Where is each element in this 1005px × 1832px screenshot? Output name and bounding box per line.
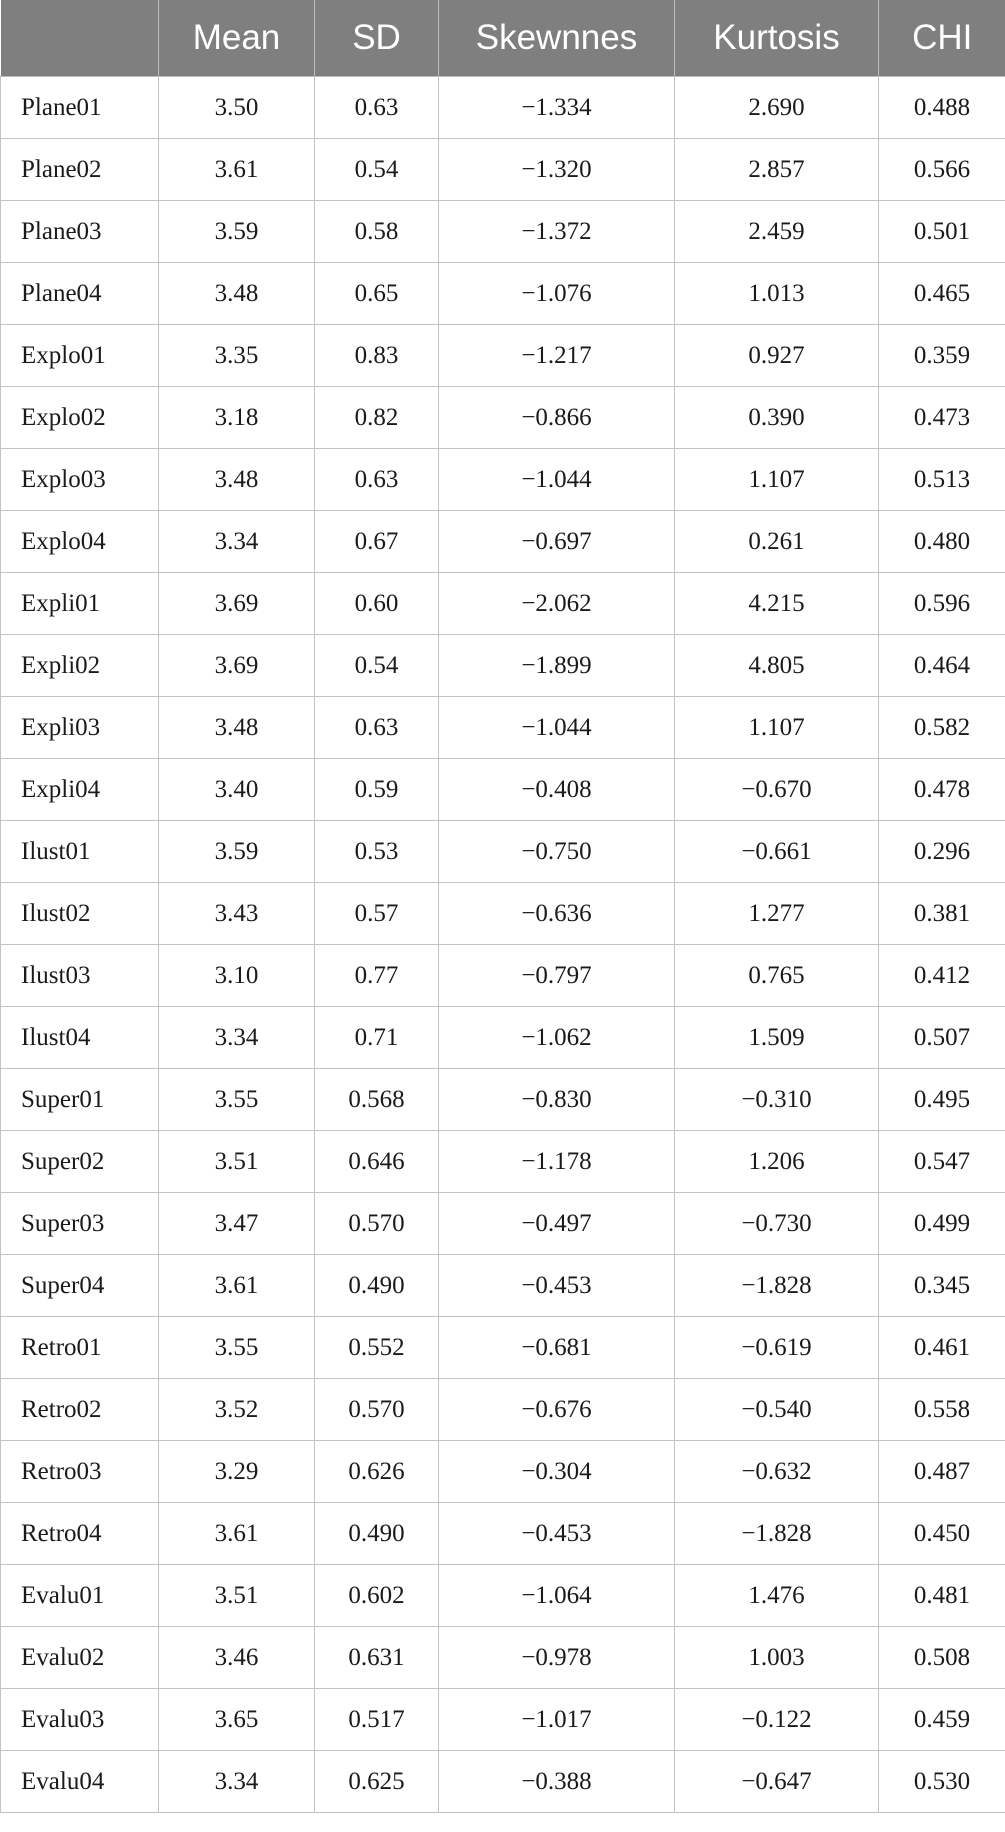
sd-cell: 0.59 [315, 759, 439, 821]
chi-cell: 0.459 [879, 1689, 1005, 1751]
table-row [1, 77, 1005, 139]
sd-cell: 0.602 [315, 1565, 439, 1627]
mean-cell: 3.61 [159, 1255, 315, 1317]
mean-cell: 3.52 [159, 1379, 315, 1441]
skewness-cell: −0.408 [439, 759, 675, 821]
kurtosis-cell: 1.003 [675, 1627, 879, 1689]
sd-cell: 0.77 [315, 945, 439, 1007]
item-cell: Expli03 [1, 697, 159, 759]
chi-cell: 0.478 [879, 759, 1005, 821]
table-row [1, 945, 1005, 1007]
skewness-cell: −1.044 [439, 449, 675, 511]
skewness-cell: −1.320 [439, 139, 675, 201]
chi-cell: 0.481 [879, 1565, 1005, 1627]
skewness-cell: −0.750 [439, 821, 675, 883]
sd-cell: 0.63 [315, 77, 439, 139]
mean-cell: 3.61 [159, 139, 315, 201]
mean-cell: 3.18 [159, 387, 315, 449]
kurtosis-cell: 0.927 [675, 325, 879, 387]
item-cell: Retro02 [1, 1379, 159, 1441]
sd-cell: 0.490 [315, 1503, 439, 1565]
table-row [1, 1255, 1005, 1317]
item-cell: Expli04 [1, 759, 159, 821]
mean-cell: 3.46 [159, 1627, 315, 1689]
mean-cell: 3.29 [159, 1441, 315, 1503]
chi-cell: 0.412 [879, 945, 1005, 1007]
kurtosis-cell: 1.277 [675, 883, 879, 945]
header-sd: SD [315, 0, 439, 77]
table-row [1, 1503, 1005, 1565]
mean-cell: 3.34 [159, 511, 315, 573]
sd-cell: 0.568 [315, 1069, 439, 1131]
kurtosis-cell: 2.690 [675, 77, 879, 139]
kurtosis-cell: 2.857 [675, 139, 879, 201]
kurtosis-cell: −0.310 [675, 1069, 879, 1131]
kurtosis-cell: −0.670 [675, 759, 879, 821]
table-row [1, 573, 1005, 635]
kurtosis-cell: 1.206 [675, 1131, 879, 1193]
kurtosis-cell: 1.013 [675, 263, 879, 325]
mean-cell: 3.69 [159, 635, 315, 697]
mean-cell: 3.50 [159, 77, 315, 139]
skewness-cell: −0.697 [439, 511, 675, 573]
chi-cell: 0.596 [879, 573, 1005, 635]
mean-cell: 3.51 [159, 1565, 315, 1627]
sd-cell: 0.57 [315, 883, 439, 945]
skewness-cell: −0.388 [439, 1751, 675, 1813]
kurtosis-cell: −1.828 [675, 1503, 879, 1565]
table-body [1, 77, 1005, 1813]
mean-cell: 3.51 [159, 1131, 315, 1193]
sd-cell: 0.63 [315, 449, 439, 511]
kurtosis-cell: −0.647 [675, 1751, 879, 1813]
skewness-cell: −1.217 [439, 325, 675, 387]
item-cell: Retro04 [1, 1503, 159, 1565]
item-cell: Super01 [1, 1069, 159, 1131]
sd-cell: 0.82 [315, 387, 439, 449]
mean-cell: 3.47 [159, 1193, 315, 1255]
skewness-cell: −0.830 [439, 1069, 675, 1131]
item-cell: Explo01 [1, 325, 159, 387]
sd-cell: 0.517 [315, 1689, 439, 1751]
chi-cell: 0.566 [879, 139, 1005, 201]
table-row [1, 759, 1005, 821]
header-chi: CHI [879, 0, 1005, 77]
mean-cell: 3.10 [159, 945, 315, 1007]
chi-cell: 0.547 [879, 1131, 1005, 1193]
mean-cell: 3.48 [159, 449, 315, 511]
chi-cell: 0.501 [879, 201, 1005, 263]
chi-cell: 0.495 [879, 1069, 1005, 1131]
table-row [1, 1317, 1005, 1379]
table-row [1, 201, 1005, 263]
skewness-cell: −1.334 [439, 77, 675, 139]
mean-cell: 3.48 [159, 263, 315, 325]
kurtosis-cell: 1.107 [675, 697, 879, 759]
item-cell: Evalu03 [1, 1689, 159, 1751]
sd-cell: 0.63 [315, 697, 439, 759]
item-cell: Plane04 [1, 263, 159, 325]
skewness-cell: −0.636 [439, 883, 675, 945]
mean-cell: 3.43 [159, 883, 315, 945]
mean-cell: 3.65 [159, 1689, 315, 1751]
item-cell: Ilust01 [1, 821, 159, 883]
table-row [1, 1689, 1005, 1751]
sd-cell: 0.54 [315, 635, 439, 697]
sd-cell: 0.83 [315, 325, 439, 387]
kurtosis-cell: 4.805 [675, 635, 879, 697]
chi-cell: 0.464 [879, 635, 1005, 697]
table-row [1, 1379, 1005, 1441]
header-kurtosis: Kurtosis [675, 0, 879, 77]
kurtosis-cell: −0.661 [675, 821, 879, 883]
table-row [1, 697, 1005, 759]
sd-cell: 0.625 [315, 1751, 439, 1813]
mean-cell: 3.59 [159, 201, 315, 263]
item-cell: Evalu01 [1, 1565, 159, 1627]
skewness-cell: −0.676 [439, 1379, 675, 1441]
kurtosis-cell: −1.828 [675, 1255, 879, 1317]
item-cell: Plane03 [1, 201, 159, 263]
sd-cell: 0.58 [315, 201, 439, 263]
kurtosis-cell: −0.540 [675, 1379, 879, 1441]
mean-cell: 3.61 [159, 1503, 315, 1565]
sd-cell: 0.67 [315, 511, 439, 573]
mean-cell: 3.34 [159, 1007, 315, 1069]
sd-cell: 0.54 [315, 139, 439, 201]
kurtosis-cell: 1.509 [675, 1007, 879, 1069]
skewness-cell: −1.076 [439, 263, 675, 325]
header-row [1, 0, 1005, 77]
table-row [1, 263, 1005, 325]
skewness-cell: −1.064 [439, 1565, 675, 1627]
item-cell: Super04 [1, 1255, 159, 1317]
table-row [1, 325, 1005, 387]
header-mean: Mean [159, 0, 315, 77]
sd-cell: 0.60 [315, 573, 439, 635]
item-cell: Retro01 [1, 1317, 159, 1379]
table-row [1, 139, 1005, 201]
table-row [1, 1565, 1005, 1627]
mean-cell: 3.48 [159, 697, 315, 759]
table-row [1, 1069, 1005, 1131]
table-row [1, 1751, 1005, 1813]
mean-cell: 3.40 [159, 759, 315, 821]
item-cell: Ilust04 [1, 1007, 159, 1069]
sd-cell: 0.631 [315, 1627, 439, 1689]
item-cell: Plane01 [1, 77, 159, 139]
skewness-cell: −2.062 [439, 573, 675, 635]
item-cell: Expli01 [1, 573, 159, 635]
header-skewness: Skewnnes [439, 0, 675, 77]
kurtosis-cell: −0.730 [675, 1193, 879, 1255]
item-cell: Retro03 [1, 1441, 159, 1503]
table-row [1, 1131, 1005, 1193]
kurtosis-cell: 1.107 [675, 449, 879, 511]
chi-cell: 0.499 [879, 1193, 1005, 1255]
chi-cell: 0.507 [879, 1007, 1005, 1069]
skewness-cell: −0.866 [439, 387, 675, 449]
skewness-cell: −1.178 [439, 1131, 675, 1193]
item-cell: Super02 [1, 1131, 159, 1193]
mean-cell: 3.55 [159, 1069, 315, 1131]
table-row [1, 1441, 1005, 1503]
skewness-cell: −1.017 [439, 1689, 675, 1751]
skewness-cell: −0.497 [439, 1193, 675, 1255]
chi-cell: 0.488 [879, 77, 1005, 139]
sd-cell: 0.570 [315, 1379, 439, 1441]
item-cell: Explo02 [1, 387, 159, 449]
kurtosis-cell: 2.459 [675, 201, 879, 263]
table-row [1, 1193, 1005, 1255]
item-cell: Super03 [1, 1193, 159, 1255]
table-header [1, 0, 1005, 77]
kurtosis-cell: −0.632 [675, 1441, 879, 1503]
mean-cell: 3.69 [159, 573, 315, 635]
header-item [1, 0, 159, 77]
chi-cell: 0.345 [879, 1255, 1005, 1317]
table-row [1, 635, 1005, 697]
table-row [1, 1627, 1005, 1689]
sd-cell: 0.646 [315, 1131, 439, 1193]
chi-cell: 0.582 [879, 697, 1005, 759]
kurtosis-cell: 0.261 [675, 511, 879, 573]
skewness-cell: −0.304 [439, 1441, 675, 1503]
item-cell: Ilust03 [1, 945, 159, 1007]
item-cell: Ilust02 [1, 883, 159, 945]
item-cell: Plane02 [1, 139, 159, 201]
kurtosis-cell: 1.476 [675, 1565, 879, 1627]
skewness-cell: −1.044 [439, 697, 675, 759]
mean-cell: 3.34 [159, 1751, 315, 1813]
chi-cell: 0.558 [879, 1379, 1005, 1441]
sd-cell: 0.65 [315, 263, 439, 325]
sd-cell: 0.552 [315, 1317, 439, 1379]
skewness-cell: −1.899 [439, 635, 675, 697]
table-row [1, 511, 1005, 573]
sd-cell: 0.490 [315, 1255, 439, 1317]
chi-cell: 0.480 [879, 511, 1005, 573]
mean-cell: 3.59 [159, 821, 315, 883]
chi-cell: 0.296 [879, 821, 1005, 883]
skewness-cell: −1.372 [439, 201, 675, 263]
skewness-cell: −0.978 [439, 1627, 675, 1689]
mean-cell: 3.55 [159, 1317, 315, 1379]
sd-cell: 0.53 [315, 821, 439, 883]
kurtosis-cell: −0.122 [675, 1689, 879, 1751]
kurtosis-cell: 4.215 [675, 573, 879, 635]
item-cell: Evalu02 [1, 1627, 159, 1689]
table-row [1, 387, 1005, 449]
sd-cell: 0.626 [315, 1441, 439, 1503]
chi-cell: 0.487 [879, 1441, 1005, 1503]
table-row [1, 883, 1005, 945]
skewness-cell: −0.797 [439, 945, 675, 1007]
chi-cell: 0.359 [879, 325, 1005, 387]
skewness-cell: −0.681 [439, 1317, 675, 1379]
skewness-cell: −0.453 [439, 1255, 675, 1317]
kurtosis-cell: 0.765 [675, 945, 879, 1007]
chi-cell: 0.461 [879, 1317, 1005, 1379]
item-cell: Evalu04 [1, 1751, 159, 1813]
sd-cell: 0.570 [315, 1193, 439, 1255]
chi-cell: 0.530 [879, 1751, 1005, 1813]
mean-cell: 3.35 [159, 325, 315, 387]
item-cell: Expli02 [1, 635, 159, 697]
kurtosis-cell: 0.390 [675, 387, 879, 449]
kurtosis-cell: −0.619 [675, 1317, 879, 1379]
chi-cell: 0.508 [879, 1627, 1005, 1689]
table-row [1, 449, 1005, 511]
skewness-cell: −0.453 [439, 1503, 675, 1565]
chi-cell: 0.473 [879, 387, 1005, 449]
skewness-cell: −1.062 [439, 1007, 675, 1069]
table-row [1, 821, 1005, 883]
chi-cell: 0.513 [879, 449, 1005, 511]
chi-cell: 0.465 [879, 263, 1005, 325]
sd-cell: 0.71 [315, 1007, 439, 1069]
chi-cell: 0.450 [879, 1503, 1005, 1565]
table-row [1, 1007, 1005, 1069]
item-cell: Explo04 [1, 511, 159, 573]
item-cell: Explo03 [1, 449, 159, 511]
chi-cell: 0.381 [879, 883, 1005, 945]
